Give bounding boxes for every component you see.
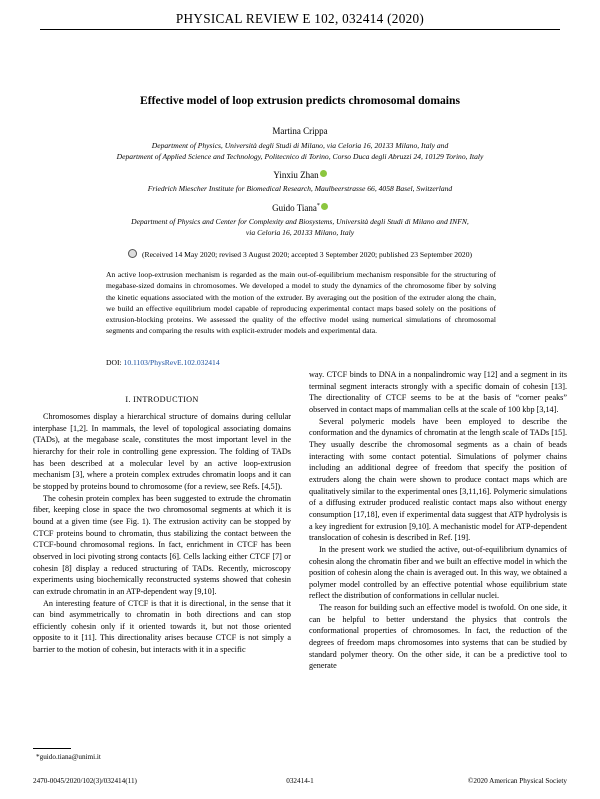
author-affiliation xyxy=(40,140,560,163)
footer-page-number: 032414-1 xyxy=(286,777,314,785)
footer-copyright: ©2020 American Physical Society xyxy=(467,777,567,785)
received-text: (Received 14 May 2020; revised 3 August 2020; accepted 3 September 2020; published 23 September 2020) xyxy=(141,250,473,259)
body-paragraph: The reason for building such an effective model is twofold. On one side, it can be helpful to better understand the physics that controls the conformational properties of chromosomes. In fact, the reduction of the degrees of freedom maps chromosomes into systems that can be studied by standard polymer theory. On the other side, it can be a predictive tool to generate xyxy=(309,603,567,671)
doi-label: DOI: xyxy=(106,358,122,367)
author-name: Guido Tiana xyxy=(272,203,317,213)
author-name: Yinxiu Zhan xyxy=(273,170,319,180)
author-affiliation xyxy=(40,183,560,194)
body-column-right xyxy=(309,369,567,672)
author-affiliation xyxy=(40,216,560,239)
body-paragraph: An interesting feature of CTCF is that it is directional, in the sense that it can bind asymmetrically to chromatin in both directions and can stop efficiently cohesin only if it oriented towards it, but not those oriented opposite to it [11]. This directionality arises because CTCF is not simply a barrier to the motion of cohesin, but interacts with it in a specific xyxy=(33,598,291,655)
footnote-rule xyxy=(33,748,71,749)
body-paragraph: The cohesin protein complex has been suggested to extrude the chromatin fiber, keeping close in space the two chromosomal segments at which it is bound at a given time (see Fig. 1). The extrusion activity can be stopped by CTCF proteins bound to chromatin, thus stabilizing the contact between the CTCF-bound chromosomal regions. In fact, enrichment in CTCF has been observed in loci pivoting strong contacts [6]. Cells lacking either CTCF [7] or cohesin [8] display a reduced structuring of TADs. Recently, microscopy experiments using biochemically reconstructed systems showed that cohesin can extrude chromatin in an ATP-dependent way [9,10]. xyxy=(33,493,291,596)
orcid-icon[interactable] xyxy=(321,203,328,210)
affiliation-line: Department of Applied Science and Technology, Politecnico di Torino, Corso Duca degli Abruzzi 24, 10129 Torino, Italy xyxy=(116,152,484,162)
body-paragraph: way. CTCF binds to DNA in a nonpalindromic way [12] and a segment in its terminal segment interacts strongly with a specific domain of cohesin [13]. The directionality of CTCF seems to be at the basis of “corner peaks” observed in contact maps of mammalian cells at the scale of 100 kbp [3,14]. xyxy=(309,370,567,414)
affiliation-line: via Celoria 16, 20133 Milano, Italy xyxy=(245,228,355,238)
check-for-updates-icon[interactable] xyxy=(128,249,137,258)
footnote-email: *guido.tiana@unimi.it xyxy=(36,753,101,761)
paper-title: Effective model of loop extrusion predicts chromosomal domains xyxy=(140,94,460,107)
author-name: Martina Crippa xyxy=(272,126,328,136)
body-paragraph: Chromosomes display a hierarchical structure of domains during cellular interphase [1,2]. In mammals, the level of topological associating domains (TADs), at the megabase scale, constitutes the most important level in the hierarchy for their role in controlling gene expression. The folding of TADs has been described at a molecular level by an active loop-extrusion mechanism [3], where a protein complex extrudes chromatin loops and it can be stopped by proteins bound to chromosome (for a review, see Refs. [4,5]). xyxy=(33,412,291,491)
corresponding-mark: * xyxy=(316,203,320,209)
affiliation-line: Department of Physics, Università degli Studi di Milano, via Celoria 16, 20133 Milano, Italy and xyxy=(151,141,449,150)
publication-dates xyxy=(40,249,560,259)
orcid-icon[interactable] xyxy=(320,170,327,177)
author-entry xyxy=(40,170,560,180)
author-entry xyxy=(40,203,560,213)
footer-issn: 2470-0045/2020/102(3)/032414(11) xyxy=(33,777,137,785)
body-column-left xyxy=(33,411,291,656)
header-rule xyxy=(40,29,560,30)
journal-header: PHYSICAL REVIEW E 102, 032414 (2020) xyxy=(175,11,425,26)
doi-line xyxy=(106,358,220,367)
affiliation-line: Friedrich Miescher Institute for Biomedical Research, Maulbeerstrasse 66, 4058 Basel, Switzerland xyxy=(147,184,453,193)
section-heading: I. INTRODUCTION xyxy=(125,395,199,404)
body-paragraph: In the present work we studied the active, out-of-equilibrium dynamics of cohesin along the chromatin fiber and we built an effective model in which the position of cohesin along the chain is averaged out. In this way, we obtained a polymer model controlled by an effective potential whose equilibrium state reflect the distribution of conformations in cellular nuclei. xyxy=(309,544,567,601)
body-paragraph: Several polymeric models have been employed to describe the conformation and the dynamics of chromatin at the length scale of TADs [15]. They usually describe the chromosomal segments as a chain of beads interacting with some contact potential. Simulations of polymer chains including an additional degree of freedom that specify the position of extruders along the chain were shown to produce contact maps which are qualitatively similar to the experimental ones [3,11,16]. Polymeric simulations of a diffusing extruder produced realistic contact maps also without energy consumption [17,18], even if experimental data suggest that ATP hydrolysis is a key ingredient for extrusion [9,10]. A mechanistic model for ATP-dependent translocation of cohesin is described in Ref. [19]. xyxy=(309,416,567,543)
affiliation-line: Department of Physics and Center for Complexity and Biosystems, Università degli Studi di Milano and INFN, xyxy=(131,217,469,226)
doi-link[interactable]: 10.1103/PhysRevE.102.032414 xyxy=(123,358,220,367)
abstract: An active loop-extrusion mechanism is regarded as the main out-of-equilibrium mechanism responsible for the structuring of megabase-sized domains in chromosomes. We developed a model to study the dynamics of the chromosome fiber by solving the kinetic equations associated with the motion of the extruder. By averaging out the position of the extruder along the chain, we build an effective equilibrium model capable of reproducing experimental contact maps based solely on the positions of extrusion-blocking proteins. We assessed the quality of the effective model using numerical simulations of chromosomal segments and comparing the results with explicit-extruder models and experimental data. xyxy=(106,270,496,336)
